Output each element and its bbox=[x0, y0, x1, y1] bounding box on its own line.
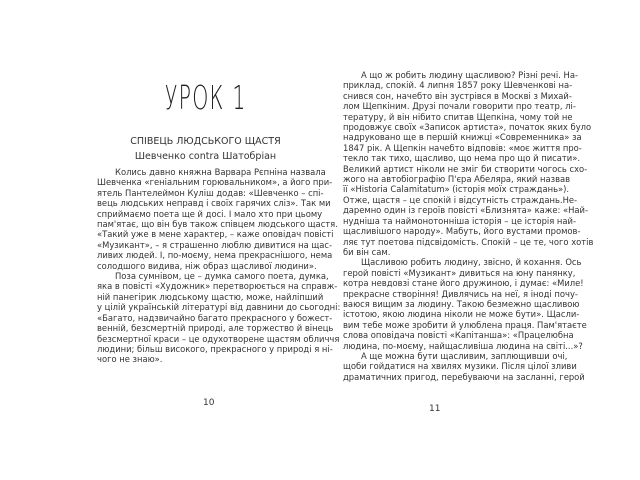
text-line: «Багато, надзвичайно багато прекрасного у божест- bbox=[97, 312, 333, 323]
text-line: драматичних пригод, перебуваючи на засланні, герой bbox=[343, 371, 585, 382]
text-line: людина, по-моєму, найщасливіша людина на світі...»? bbox=[343, 340, 583, 351]
page-number-left: 10 bbox=[203, 398, 215, 408]
text-line: даремно один із героїв повісті «Близнята» каже: «Най- bbox=[343, 205, 588, 216]
text-line: А що ж робить людину щасливою? Різні речі. На- bbox=[361, 70, 578, 80]
text-line: продовжує своїх «Записок артиста», початок яких було bbox=[343, 122, 592, 133]
text-line: Колись давно княжна Варвара Рєпніна назвала bbox=[115, 167, 326, 177]
text-line: щоби гойдатися на хвилях музики. Після цілої зливи bbox=[343, 361, 577, 372]
text-line: ятель Пантелеймон Куліш додав: «Шевченко – спі- bbox=[97, 187, 324, 198]
text-line: нудніша та наймонотонніша історія – це історія най- bbox=[343, 215, 576, 226]
text-line: Великий артист ніколи не зміг би створити чогось схо- bbox=[343, 163, 588, 174]
text-line: ливих людей. І, по-моєму, нема прекраснішого, нема bbox=[97, 250, 333, 261]
text-line: вим тебе може зробити й улюблена праця. Пам'ятаєте bbox=[343, 319, 587, 330]
text-line: жого на автобіографію П'єра Абеляра, який назвав bbox=[343, 174, 571, 185]
text-line: яка в повісті «Художник» перетворюється на справж- bbox=[97, 281, 338, 292]
text-line: безсмертної краси – це одухотворене щастям обличчя bbox=[97, 333, 340, 344]
text-line: снився сон, начебто він зустрівся в Москві з Михай- bbox=[343, 90, 572, 101]
text-line: у цілій українській літературі від давнини до сьогодні: bbox=[97, 302, 341, 313]
text-line: тературу, й він нібито спитав Щепкіна, чому той не bbox=[343, 111, 573, 122]
text-line: чого не знаю». bbox=[97, 354, 163, 365]
chapter-subheading: Шевченко contra Шатобріан bbox=[134, 151, 277, 162]
text-line: текло так тихо, щасливо, що нема про що й писати». bbox=[343, 153, 581, 164]
text-line: ваюся вищим за людину. Такою безмежно щасливою bbox=[343, 298, 580, 309]
text-line: Щасливою робить людину, звісно, й кохання. Ось bbox=[361, 257, 582, 268]
text-line: її «Historia Calamitatum» (історія моїх страждань»). bbox=[343, 184, 570, 195]
text-line: Поза сумнівом, це – думка самого поета, думка, bbox=[115, 271, 329, 282]
page-number-right: 11 bbox=[429, 404, 441, 414]
text-line: надруковано ще в першій книжці «Современника» за bbox=[343, 132, 582, 143]
text-line: істотою, якою людина ніколи не може бути». Щасли- bbox=[343, 309, 580, 320]
text-line: венній, безсмертній природі, але торжество й вінець bbox=[97, 323, 334, 334]
text-line: ній панегірик людському щастю, може, найліпший bbox=[97, 291, 324, 302]
text-line: «Музикант», – я страшенно люблю дивитися на щас- bbox=[97, 239, 333, 250]
chapter-subtitle: СПІВЕЦЬ ЛЮДСЬКОГО ЩАСТЯ bbox=[130, 136, 281, 147]
right-page-body bbox=[343, 70, 594, 382]
chapter-title: УРОК 1 bbox=[164, 78, 247, 117]
text-line: пам'ятає, що він був також співцем людського щастя. bbox=[97, 219, 338, 230]
left-page-body bbox=[97, 167, 341, 365]
text-line: ляє тут поетова підсвідомість. Спокій – це те, чого хотів bbox=[343, 236, 594, 247]
text-line: Отже, щастя – це спокій і відсутність страждань.Не- bbox=[343, 194, 578, 205]
text-line: А ще можна бути щасливим, заплющивши очі, bbox=[361, 350, 568, 361]
text-line: вець людських неправд і своїх гарячих сліз». Так ми bbox=[97, 198, 331, 209]
text-line: людини; більш високого, прекрасного у природі я ні- bbox=[97, 343, 333, 354]
text-line: сприймаємо поета ще й досі. І мало хто при цьому bbox=[97, 208, 323, 219]
text-line: щасливішого народу». Мабуть, його вустами промов- bbox=[343, 226, 581, 237]
text-line: приклад, спокій. 4 липня 1857 року Шевченкові на- bbox=[343, 80, 573, 91]
text-line: солодшого видива, ніж образ щасливої людини». bbox=[97, 260, 317, 271]
text-line: Шевченка «геніальним горювальником», а його при- bbox=[97, 177, 333, 188]
text-line: котра невдовзі стане його дружиною, і думає: «Миле! bbox=[343, 278, 584, 289]
text-line: слова оповідача повісті «Капітанша»: «Працелюбна bbox=[343, 330, 574, 341]
text-line: герой повісті «Музикант» дивиться на юну панянку, bbox=[343, 267, 576, 278]
text-line: «Такий уже в мене характер, – каже оповідач повісті bbox=[97, 229, 334, 240]
text-line: прекрасне створіння! Дивлячись на неї, я іноді почу- bbox=[343, 288, 578, 299]
text-line: 1847 рік. А Щепкін начебто відповів: «моє життя про- bbox=[343, 142, 582, 153]
text-line: лом Щепкіним. Друзі почали говорити про театр, лі- bbox=[343, 101, 576, 112]
text-line: би він сам. bbox=[343, 246, 391, 257]
